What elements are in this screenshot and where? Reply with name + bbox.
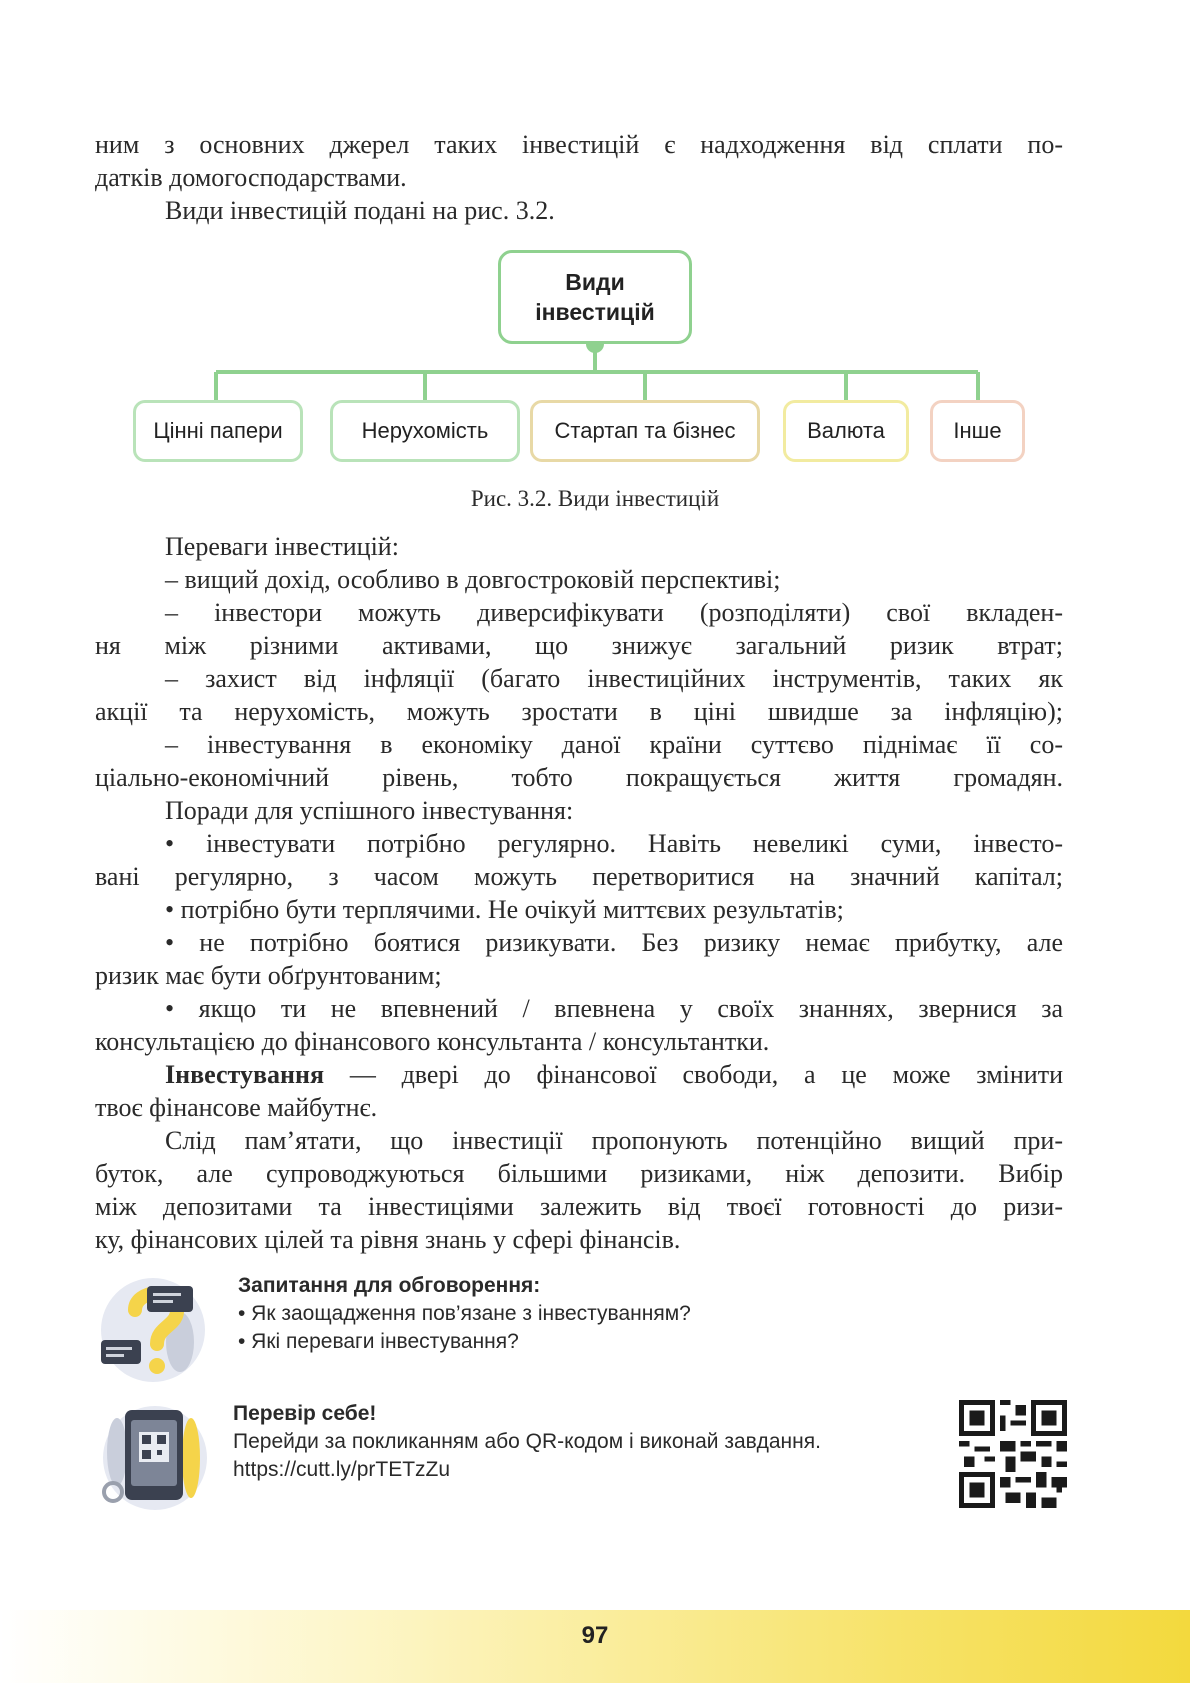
list-item: ціально-економічний рівень, тобто покращується життя громадян. — [95, 763, 1063, 792]
root-label-line2: інвестицій — [535, 299, 655, 325]
diagram-node-securities: Цінні папери — [133, 400, 303, 462]
list-item: • інвестувати потрібно регулярно. Навіть невеликі суми, інвесто- — [165, 829, 1063, 858]
selfcheck-title: Перевір себе! — [233, 1402, 377, 1425]
diagram-node-other: Інше — [930, 400, 1025, 462]
paragraph-line: Види інвестицій подані на рис. 3.2. — [165, 196, 555, 225]
paragraph-line: ним з основних джерел таких інвестицій є надходження від сплати по- — [95, 130, 1063, 159]
list-item: – захист від інфляції (багато інвестиційних інструментів, таких як — [165, 664, 1063, 693]
paragraph-line: буток, але супроводжуються більшими ризиками, ніж депозити. Вибір — [95, 1159, 1063, 1188]
qr-code-icon[interactable] — [959, 1400, 1067, 1508]
bold-term: Інвестування — [165, 1060, 325, 1089]
paragraph-line: між депозитами та інвестиціями залежить від твоєї готовності до ризи- — [95, 1192, 1063, 1221]
list-item: – вищий дохід, особливо в довгостроковій перспективі; — [165, 565, 781, 594]
paragraph-text: — двері до фінансової свободи, а це може змінити — [324, 1060, 1063, 1089]
discussion-section — [95, 1272, 1055, 1382]
selfcheck-instruction: Перейди за покликанням або QR-кодом і виконай завдання. — [233, 1430, 821, 1453]
paragraph-line: Слід пам’ятати, що інвестиції пропонують потенційно вищий при- — [165, 1126, 1063, 1155]
root-label-line1: Види — [565, 269, 625, 295]
list-item: акції та нерухомість, можуть зростати в ціні швидше за інфляцію); — [95, 697, 1063, 726]
list-item: • не потрібно боятися ризикувати. Без ризику немає прибутку, але — [165, 928, 1063, 957]
discussion-title: Запитання для обговорення: — [238, 1274, 541, 1297]
diagram-node-real-estate: Нерухомість — [330, 400, 520, 462]
advantages-title: Переваги інвестицій: — [165, 532, 399, 561]
selfcheck-link[interactable]: https://cutt.ly/prTETzZu — [233, 1458, 451, 1481]
question-mark-icon — [95, 1272, 210, 1382]
page-number: 97 — [581, 1622, 609, 1649]
list-item: • якщо ти не впевнений / впевнена у своїх знаннях, звернися за — [165, 994, 1063, 1023]
discussion-question: • Як заощадження пов’язане з інвестуванням? — [238, 1302, 691, 1325]
selfcheck-section — [95, 1400, 1070, 1515]
paragraph-line: датків домогосподарствами. — [95, 163, 407, 192]
list-item: – інвестування в економіку даної країни суттєво піднімає її со- — [165, 730, 1063, 759]
paragraph-line: ку, фінансових цілей та рівня знань у сфері фінансів. — [95, 1225, 681, 1254]
discussion-question: • Які переваги інвестування? — [238, 1330, 519, 1353]
list-item: вані регулярно, з часом можуть перетворитися на значний капітал; — [95, 862, 1063, 891]
paragraph-line — [95, 1058, 1063, 1091]
selfcheck-text — [233, 1400, 933, 1484]
list-item: • потрібно бути терплячими. Не очікуй миттєвих результатів; — [165, 895, 844, 924]
diagram-node-startup: Стартап та бізнес — [530, 400, 760, 462]
diagram-root-node — [498, 250, 692, 344]
figure-caption: Рис. 3.2. Види інвестицій — [470, 486, 720, 511]
tips-title: Поради для успішного інвестування: — [165, 796, 574, 825]
phone-qr-icon — [95, 1400, 210, 1512]
diagram-node-currency: Валюта — [783, 400, 909, 462]
list-item: – інвестори можуть диверсифікувати (розподіляти) свої вкладен- — [165, 598, 1063, 627]
paragraph-line: твоє фінансове майбутнє. — [95, 1093, 378, 1122]
discussion-text — [238, 1272, 1038, 1356]
list-item: ня між різними активами, що знижує загальний ризик втрат; — [95, 631, 1063, 660]
list-item: ризик має бути обґрунтованим; — [95, 961, 442, 990]
list-item: консультацією до фінансового консультанта / консультантки. — [95, 1027, 770, 1056]
